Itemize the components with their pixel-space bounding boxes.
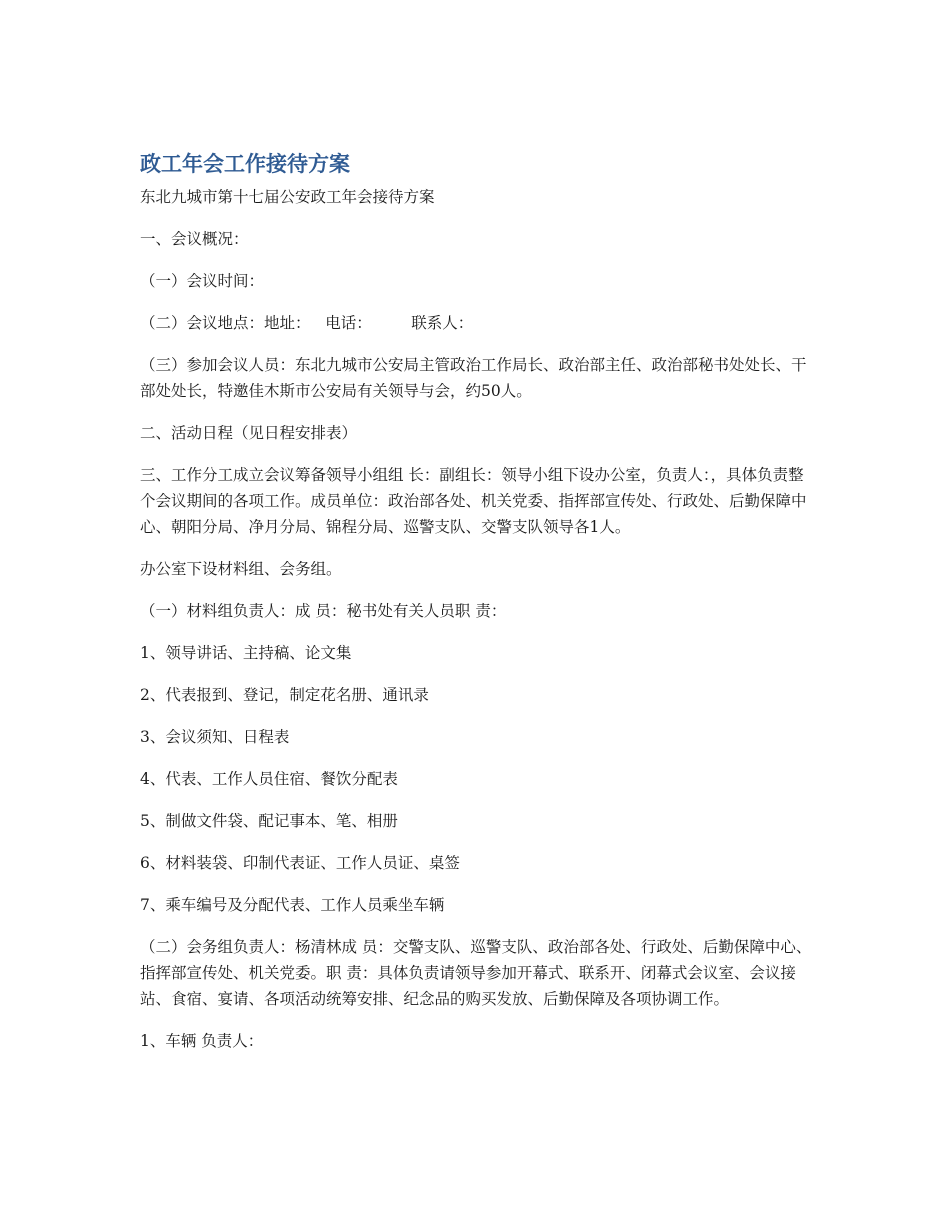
list-item: 6、材料装袋、印制代表证、工作人员证、桌签 xyxy=(140,854,460,872)
paragraph-attendees: （三）参加会议人员：东北九城市公安局主管政治工作局长、政治部主任、政治部秘书处处长、干部处处长，特邀佳木斯市公安局有关领导与会，约50人。 xyxy=(140,356,807,400)
paragraph-affairs-group: （二）会务组负责人：杨清林成 员：交警支队、巡警支队、政治部各处、行政处、后勤保障中心、指挥部宣传处、机关党委。职 责：具体负责请领导参加开幕式、联系开、闭幕式会议室、会议接站、食宿、宴请、各项活动统筹安排、纪念品的购买发放、后勤保障及各项协调工作。 xyxy=(140,938,812,1008)
paragraph-meeting-location: （二）会议地点：地址： 电话： 联系人： xyxy=(140,314,474,332)
list-item: 4、代表、工作人员住宿、餐饮分配表 xyxy=(140,770,398,788)
paragraph-materials-group: （一）材料组负责人：成 员：秘书处有关人员职 责： xyxy=(140,602,507,620)
paragraph-work-division: 三、工作分工成立会议筹备领导小组组 长：副组长：领导小组下设办公室，负责人：，具体负责整个会议期间的各项工作。成员单位：政治部各处、机关党委、指挥部宣传处、行政处、后勤保障中心、朝阳分局、净月分局、锦程分局、巡警支队、交警支队领导各1人。 xyxy=(140,466,807,536)
list-item: 7、乘车编号及分配代表、工作人员乘坐车辆 xyxy=(140,896,445,914)
document-page xyxy=(140,150,812,1070)
paragraph-meeting-overview: 一、会议概况： xyxy=(140,230,249,248)
list-item: 1、车辆 负责人： xyxy=(140,1032,264,1050)
list-item: 1、领导讲话、主持稿、论文集 xyxy=(140,644,352,662)
document-title: 政工年会工作接待方案 xyxy=(140,152,350,176)
paragraph-office-groups: 办公室下设材料组、会务组。 xyxy=(140,560,342,578)
paragraph-meeting-time: （一）会议时间： xyxy=(140,272,265,290)
list-item: 5、制做文件袋、配记事本、笔、相册 xyxy=(140,812,398,830)
list-item: 2、代表报到、登记，制定花名册、通讯录 xyxy=(140,686,429,704)
list-item: 3、会议须知、日程表 xyxy=(140,728,290,746)
paragraph-schedule: 二、活动日程（见日程安排表） xyxy=(140,424,358,442)
document-subtitle: 东北九城市第十七届公安政工年会接待方案 xyxy=(140,188,435,206)
